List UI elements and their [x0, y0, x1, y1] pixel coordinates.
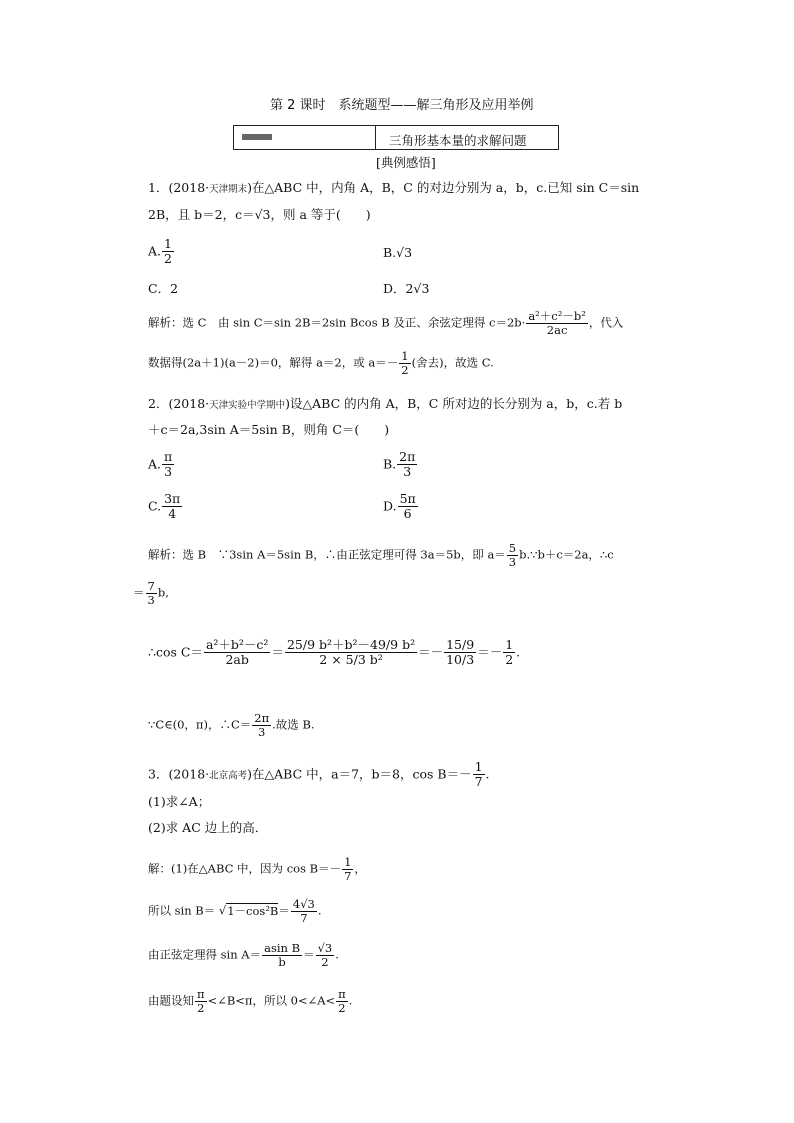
- q1-option-d: D．2√3: [383, 281, 430, 296]
- q3-solution-fraction: [316, 942, 335, 969]
- q3-source: 北京高考: [209, 770, 248, 782]
- q2-conclusion-fraction: [252, 712, 271, 739]
- q3-solution-text: <∠B<π，所以 0<∠A<: [207, 993, 336, 1008]
- q2-option-a: [148, 450, 175, 480]
- q2-line2: ＋c＝2a,3sin A＝5sin B，则角 C＝( ): [148, 422, 390, 437]
- q3-number: 3．(2018·: [148, 766, 210, 782]
- q1-solution-line1: [148, 310, 623, 337]
- q1-solution-text: ，代入: [588, 315, 624, 330]
- q2-solution-text: b,: [157, 585, 169, 600]
- q1-option-b: B.√3: [383, 245, 413, 260]
- q1-source: 天津期末: [209, 184, 248, 195]
- section-title: 三角形基本量的求解问题: [389, 133, 527, 148]
- q2-stem: )设△ABC 的内角 A，B，C 所对边的长分别为 a，b，c.若 b: [285, 396, 623, 411]
- q3-solution-fraction: [195, 988, 207, 1015]
- q3-solution-text: .: [348, 993, 353, 1008]
- q2-option-c: [148, 492, 183, 522]
- frac-num: π: [197, 987, 205, 1001]
- frac-den: 3: [258, 725, 266, 740]
- frac-den: 3: [164, 464, 173, 480]
- frac-den: 2: [505, 652, 514, 668]
- q2-solution-line1: [148, 542, 614, 569]
- q3-solution-text: .: [335, 947, 339, 962]
- q2-cos-fraction-2: [285, 638, 417, 668]
- q3-part1: (1)求∠A；: [148, 794, 211, 809]
- q3-solution-line1: [148, 856, 366, 883]
- q3-solution-text: ＝: [278, 903, 290, 918]
- q2-option-b: [383, 450, 418, 480]
- frac-den: 10/3: [446, 652, 475, 668]
- q2-source: 天津实验中学期中: [209, 400, 286, 411]
- q2-option-a-fraction: [162, 450, 174, 480]
- q3-solution-text: ，: [354, 861, 366, 876]
- q2-cos-text: ＝－: [418, 644, 444, 660]
- frac-num: 15/9: [446, 637, 475, 652]
- q1-solution-text: (舍去)，故选 C.: [411, 355, 494, 370]
- q1-solution-text: 数据得(2a＋1)(a－2)＝0，解得 a＝2，或 a＝－: [148, 355, 399, 370]
- q2-option-b-label: B.: [383, 456, 397, 472]
- q3-solution-fraction: [262, 942, 302, 969]
- frac-den: 3: [508, 555, 517, 570]
- q3-solution-text: ＝: [303, 947, 315, 962]
- q1-option-a-label: A.: [148, 243, 162, 259]
- q2-conclusion-text: ∵C∈(0，π)，∴C＝: [148, 717, 252, 732]
- q1-solution-line2: [148, 350, 494, 377]
- frac-den: 4: [168, 506, 177, 522]
- frac-den: 2 × 5/3 b²: [319, 652, 383, 668]
- q2-cos-text: ∴cos C＝: [148, 644, 203, 660]
- q3-solution-text: 由题设知: [148, 993, 194, 1008]
- q2-conclusion: [148, 712, 315, 739]
- q1-solution-fraction: [399, 350, 410, 377]
- frac-den: 3: [403, 464, 412, 480]
- q3-solution-text: 解：(1)在△ABC 中，因为 cos B＝－: [148, 861, 342, 876]
- q3-solution-fraction: [291, 898, 317, 925]
- frac-num: 1: [474, 759, 483, 774]
- frac-den: 2: [164, 251, 172, 267]
- q2-line1: [148, 398, 622, 411]
- q2-cos-fraction-1: [204, 638, 271, 668]
- frac-den: 2ac: [546, 323, 568, 338]
- frac-num: π: [338, 987, 346, 1001]
- frac-num: √3: [317, 941, 333, 955]
- subsection-title: [典例感悟]: [376, 155, 436, 170]
- q1-number: 1．(2018·: [148, 180, 210, 195]
- frac-den: 7: [344, 869, 352, 884]
- frac-num: 4√3: [292, 897, 315, 911]
- frac-num: a²＋c²－b²: [528, 309, 586, 323]
- frac-den: 6: [403, 506, 412, 522]
- q1-line1: [148, 182, 639, 195]
- section-tag-decoration: [242, 134, 272, 140]
- frac-num: asin B: [264, 941, 301, 955]
- q3-solution-line3: [148, 942, 339, 969]
- frac-den: 3: [147, 593, 155, 608]
- q2-option-d-fraction: [398, 492, 418, 522]
- q3-solution-line2: [148, 898, 322, 925]
- q2-solution-fraction: [507, 542, 518, 569]
- frac-num: 7: [147, 579, 155, 593]
- q3-solution-text: 所以 sin B＝: [148, 903, 219, 918]
- q2-solution-text: ＝: [133, 585, 145, 600]
- frac-den: 7: [474, 774, 483, 790]
- q3-solution-text: 由正弦定理得 sin A＝: [148, 947, 262, 962]
- q3-stem-fraction: [473, 760, 485, 790]
- frac-num: 5: [508, 541, 517, 555]
- q3-part2: (2)求 AC 边上的高．: [148, 820, 268, 835]
- q2-cos-fraction-3: [444, 638, 476, 668]
- q1-solution-fraction: [526, 310, 588, 337]
- q2-solution-text: b.∵b＋c＝2a，∴c: [519, 547, 614, 562]
- frac-num: 1: [164, 236, 172, 251]
- q2-conclusion-text: .故选 B.: [272, 717, 315, 732]
- q3-stem: )在△ABC 中，a＝7，b＝8，cos B＝－: [247, 766, 472, 782]
- frac-den: 2ab: [225, 652, 249, 668]
- q2-cos-text: ＝－: [477, 644, 503, 660]
- q2-option-c-label: C.: [148, 498, 162, 514]
- q3-solution-text: .: [317, 903, 322, 918]
- q2-cos-text: ＝: [271, 644, 284, 660]
- frac-den: b: [278, 955, 286, 970]
- q3-solution-line4: [148, 988, 352, 1015]
- frac-den: 2: [338, 1001, 346, 1016]
- q2-option-d: [383, 492, 419, 522]
- q1-solution-text: 解析：选 C 由 sin C＝sin 2B＝2sin Bcos B 及正、余弦定理得 c＝2b·: [148, 315, 526, 330]
- frac-num: 5π: [399, 491, 416, 506]
- q2-solution-text: 解析：选 B ∵3sin A＝5sin B，∴由正弦定理可得 3a＝5b，即 a＝: [148, 547, 506, 562]
- q1-option-c: C．2: [148, 281, 179, 296]
- sqrt-sign: √: [218, 903, 227, 918]
- frac-den: 2: [401, 363, 409, 378]
- section-box: [233, 125, 559, 150]
- q2-solution-fraction: [146, 580, 157, 607]
- q3-solution-fraction: [336, 988, 348, 1015]
- frac-num: 2π: [399, 449, 416, 464]
- frac-num: 1: [344, 855, 352, 869]
- q2-number: 2．(2018·: [148, 396, 210, 411]
- q2-cos-equation: [148, 638, 520, 668]
- q2-option-d-label: D.: [383, 498, 397, 514]
- q1-line2: 2B，且 b＝2，c＝√3，则 a 等于( ): [148, 207, 371, 222]
- q3-solution-fraction: [342, 856, 353, 883]
- frac-num: a²＋b²－c²: [205, 637, 269, 652]
- lesson-title: 第 2 课时 系统题型——解三角形及应用举例: [270, 98, 534, 113]
- frac-den: 7: [300, 911, 308, 926]
- q2-cos-fraction-4: [503, 638, 515, 668]
- frac-num: 2π: [254, 711, 270, 725]
- q2-option-a-label: A.: [148, 456, 162, 472]
- q1-option-a: [148, 237, 175, 267]
- frac-den: 2: [321, 955, 329, 970]
- section-box-left: [234, 126, 376, 149]
- frac-num: 3π: [164, 491, 181, 506]
- frac-num: 25/9 b²＋b²－49/9 b²: [286, 637, 416, 652]
- q3-stem: .: [485, 766, 490, 782]
- q2-option-b-fraction: [397, 450, 417, 480]
- q2-solution-line2: [133, 580, 169, 607]
- q1-option-a-fraction: [162, 237, 174, 267]
- q3-line1: [148, 760, 490, 790]
- q1-stem: )在△ABC 中，内角 A，B，C 的对边分别为 a，b，c.已知 sin C＝sin: [247, 180, 640, 195]
- frac-num: 1: [505, 637, 514, 652]
- frac-num: π: [164, 449, 173, 464]
- q2-cos-text: .: [516, 644, 521, 660]
- frac-den: 2: [197, 1001, 205, 1016]
- q2-option-c-fraction: [162, 492, 182, 522]
- frac-num: 1: [401, 349, 409, 363]
- q3-sqrt-expression: 1－cos²B: [227, 903, 279, 918]
